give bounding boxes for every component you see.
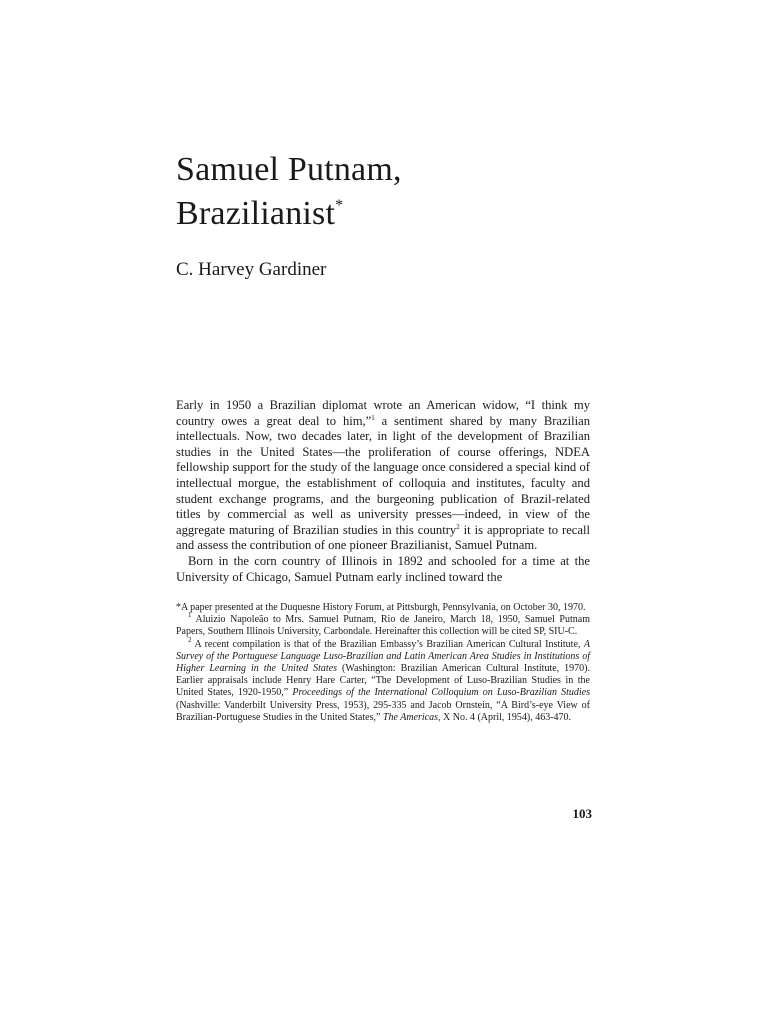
article-title-line-2: Brazilianist xyxy=(176,195,336,232)
footnote-2-text-a: A recent compilation is that of the Brazilian Embassy’s Brazilian American Cultural Institute, xyxy=(191,638,584,650)
paragraph-1-text-c: it is appropriate to recall and assess the contribution of one pioneer Brazilianist, Samuel Putnam. xyxy=(176,522,590,553)
footnote-2-text-d: X No. 4 (April, 1954), 463-470. xyxy=(440,711,572,723)
footnote-ref-1: 1 xyxy=(371,413,375,422)
footnotes xyxy=(176,602,590,724)
article-title-line-1: Samuel Putnam, xyxy=(176,151,402,188)
title-footnote-mark: * xyxy=(335,197,344,214)
footnote-1-text: Aluizio Napoleão to Mrs. Samuel Putnam, Rio de Janeiro, March 18, 1950, Samuel Putnam Papers, Southern Illinois University, Carbondale. Hereinafter this collection will be cited SP, SIU-C. xyxy=(176,614,590,638)
footnote-2-number: 2 xyxy=(188,635,192,644)
footnote-2-text-b: (Washington: Brazilian American Cultural Institute, 1970). Earlier appraisals include Henry Hare Carter, “The Development of Luso-Brazilian Studies in the United States, 1920-1950,” xyxy=(176,663,590,699)
article-body xyxy=(176,398,590,585)
body-paragraph-2: Born in the corn country of Illinois in 1892 and schooled for a time at the University of Chicago, Samuel Putnam early inclined toward the xyxy=(176,553,590,584)
body-paragraph-1 xyxy=(176,398,590,554)
paragraph-1-text-a: Early in 1950 a Brazilian diplomat wrote an American widow, “I think my country owes a great deal to him,” xyxy=(176,398,590,428)
page-number: 103 xyxy=(572,806,592,821)
footnote-2-text-c: (Nashville: Vanderbilt University Press, 1953), 295-335 and Jacob Ornstein, “A Bird’s-eye View of Brazilian-Portuguese Studies in the United States,” xyxy=(176,699,590,723)
footnote-star: *A paper presented at the Duquesne History Forum, at Pittsburgh, Pennsylvania, on October 30, 1970. xyxy=(176,602,586,613)
footnote-2-title-3: The Americas, xyxy=(382,711,441,723)
footnote-2-title-1: A Survey of the Portuguese Language Luso-Brazilian and Latin American Area Studies in Institutions of Higher Learning in the United States xyxy=(176,638,590,675)
footnote-ref-2: 2 xyxy=(456,522,460,531)
article-title xyxy=(176,148,596,236)
footnote-1 xyxy=(176,611,590,638)
author-name: C. Harvey Gardiner xyxy=(176,259,327,280)
footnote-1-number: 1 xyxy=(188,611,192,620)
footnote-2 xyxy=(176,635,590,724)
footnote-2-title-2: Proceedings of the International Colloquium on Luso-Brazilian Studies xyxy=(292,687,590,699)
paragraph-1-text-b: a sentiment shared by many Brazilian intellectuals. Now, two decades later, in light of the development of Brazilian studies in the United States—the proliferation of course offerings, NDEA fellowship support for the study of the language once considered a special kind of intellectual morgue, the establishment of colloquia and institutes, faculty and student exchange programs, and the burgeoning publication of Brazil-related titles by commercial as well as university presses—indeed, in view of the aggregate maturing of Brazilian studies in this country xyxy=(176,413,590,537)
